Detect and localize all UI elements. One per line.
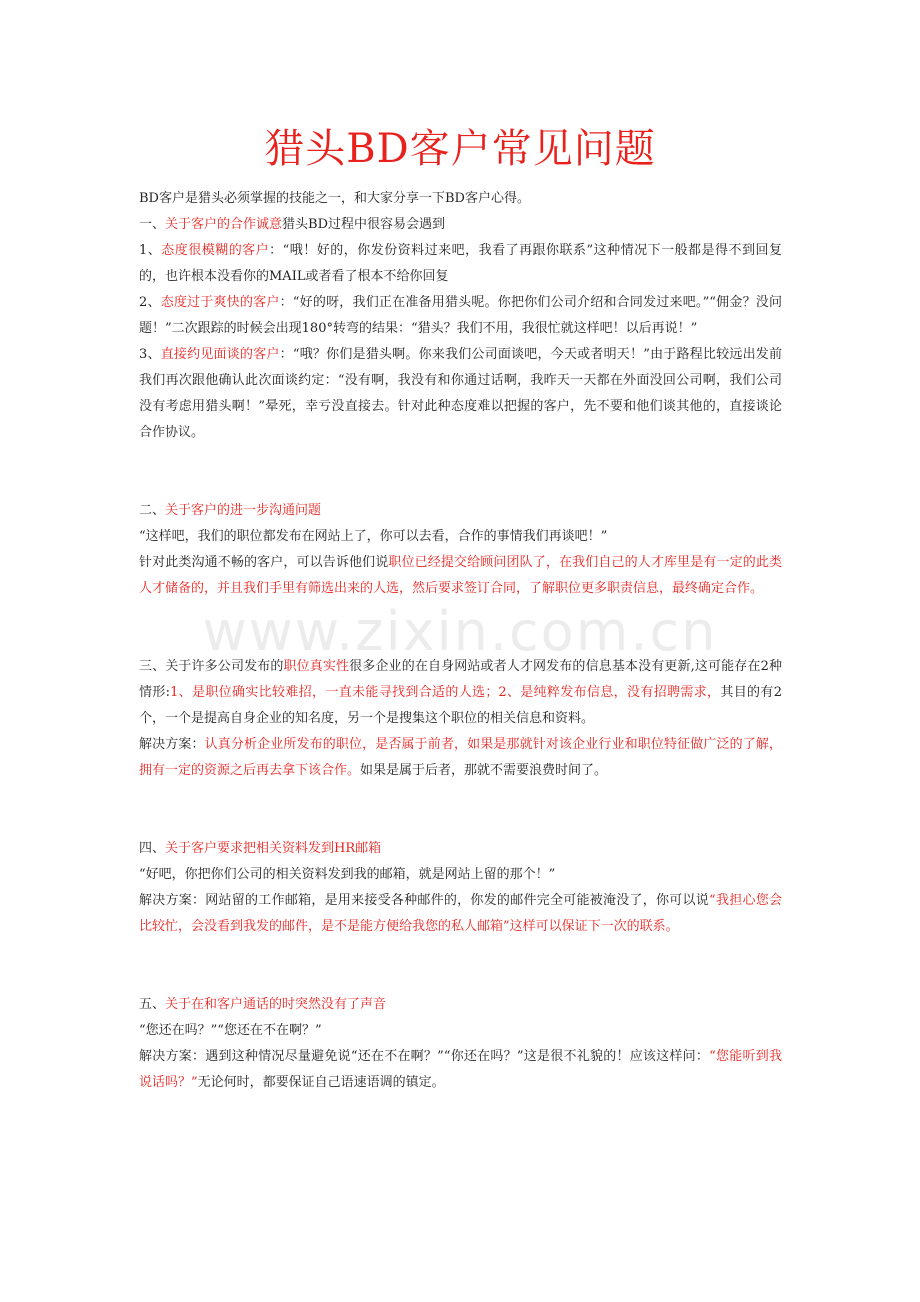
section-3-prefix: 三、关于许多公司发布的 xyxy=(139,659,284,674)
section-1-heading xyxy=(139,212,782,238)
paragraph-highlight: 职位已经提交给顾问团队了，在我们自己的人才库里是有一定的此类人才储备的，并且我们手里有筛选出来的人选，然后要求签订合同，了解职位更多职责信息，最终确定合作。 xyxy=(139,555,782,596)
section-2-quote: “这样吧，我们的职位都发布在网站上了，你可以去看，合作的事情我们再谈吧！” xyxy=(139,529,608,544)
section-3-solution xyxy=(139,732,782,784)
item-text: ：“哦！好的，你发份资料过来吧，我看了再跟你联系”这种情况下一般都是得不到回复的，也许根本没看你的MAIL或者看了根本不给你回复 xyxy=(139,243,782,284)
item-number: 3、 xyxy=(139,347,161,362)
item-text: ：“好的呀，我们正在准备用猎头呢。你把你们公司介绍和合同发过来吧。”“佣金？没问题！”二次跟踪的时候会出现180°转弯的结果：“猎头？我们不用，我很忙就这样吧！以后再说！” xyxy=(139,295,782,336)
section-3-paragraph xyxy=(139,654,782,732)
spacer xyxy=(139,602,782,654)
solution-text: 解决方案：遇到这种情况尽量避免说“还在不在啊？”“你还在吗？”这是很不礼貌的！应该这样问： xyxy=(139,1049,710,1064)
solution-text: 无论何时，都要保证自己语速语调的镇定。 xyxy=(197,1075,445,1090)
section-1-item-1 xyxy=(139,238,782,290)
section-5-quote: “您还在吗？”“您还在不在啊？” xyxy=(139,1023,322,1038)
section-1-title: 关于客户的合作诚意 xyxy=(165,217,283,232)
watermark: www.zixin.com.cn xyxy=(202,600,718,663)
item-number: 2、 xyxy=(139,295,161,310)
item-label: 直接约见面谈的客户 xyxy=(160,347,280,362)
section-1-item-3 xyxy=(139,342,782,446)
section-5-heading xyxy=(139,992,782,1018)
paragraph-text: 其目的有2个，一个是提高自身企业的知名度，另一个是搜集这个职位的相关信息和资料。 xyxy=(139,685,782,726)
item-label: 态度过于爽快的客户 xyxy=(160,295,280,310)
solution-text: 如果是属于后者，那就不需要浪费时间了。 xyxy=(360,763,608,778)
section-2-prefix: 二、 xyxy=(139,503,166,518)
section-1-prefix: 一、 xyxy=(139,217,166,232)
section-2-paragraph xyxy=(139,550,782,602)
spacer xyxy=(139,940,782,992)
spacer xyxy=(139,446,782,498)
intro-paragraph: BD客户是猎头必须掌握的技能之一，和大家分享一下BD客户心得。 xyxy=(139,191,530,206)
section-2-title: 关于客户的进一步沟通问题 xyxy=(165,503,322,518)
section-4-prefix: 四、 xyxy=(139,841,166,856)
solution-highlight: 认真分析企业所发布的职位，是否属于前者，如果是那就针对该企业行业和职位特征做广泛的了解，拥有一定的资源之后再去拿下该合作。 xyxy=(139,737,782,778)
section-4-heading xyxy=(139,836,782,862)
section-4-solution xyxy=(139,888,782,940)
section-3-title: 职位真实性 xyxy=(283,659,350,674)
item-label: 态度很模糊的客户 xyxy=(161,243,270,258)
section-5-title: 关于在和客户通话的时突然没有了声音 xyxy=(165,997,387,1012)
document-title: 猎头BD客户常见问题 xyxy=(264,126,656,172)
item-number: 1、 xyxy=(139,243,162,258)
section-5-solution xyxy=(139,1044,782,1096)
section-2-heading xyxy=(139,498,782,524)
section-1-item-2 xyxy=(139,290,782,342)
solution-highlight: “我担心您会比较忙，会没看到我发的邮件，是不是能方便给我您的私人邮箱”这样可以保证下一次的联系。 xyxy=(139,893,782,934)
paragraph-text: 针对此类沟通不畅的客户，可以告诉他们说 xyxy=(139,555,389,570)
spacer xyxy=(139,784,782,836)
paragraph-text: 很多企业的在自身网站或者人才网发布的信息基本没有更新,这可能存在2种情形: xyxy=(139,659,782,700)
section-4-quote: “好吧，你把你们公司的相关资料发到我的邮箱，就是网站上留的那个！” xyxy=(139,867,556,882)
solution-highlight: “您能听到我说话吗？” xyxy=(139,1049,782,1090)
section-4-title: 关于客户要求把相关资料发到HR邮箱 xyxy=(165,841,382,856)
paragraph-highlight: 1、是职位确实比较难招，一直未能寻找到合适的人选；2、是纯粹发布信息，没有招聘需求， xyxy=(170,685,721,700)
item-text: ：“哦？你们是猎头啊。你来我们公司面谈吧，今天或者明天！”由于路程比较远出发前我们再次跟他确认此次面谈约定：“没有啊，我没有和你通过话啊，我昨天一天都在外面没回公司啊，我们公司没有考虑用猎头啊！”晕死，幸亏没直接去。针对此种态度难以把握的客户，先不要和他们谈其他的，直接谈论合作协议。 xyxy=(139,347,782,440)
solution-text: 解决方案：网站留的工作邮箱，是用来接受各种邮件的，你发的邮件完全可能被淹没了，你可以说 xyxy=(139,893,710,908)
section-1-rest: 猎头BD过程中很容易会遇到 xyxy=(282,217,446,232)
solution-label: 解决方案： xyxy=(139,737,205,752)
document-body xyxy=(139,186,782,1096)
section-5-prefix: 五、 xyxy=(139,997,166,1012)
